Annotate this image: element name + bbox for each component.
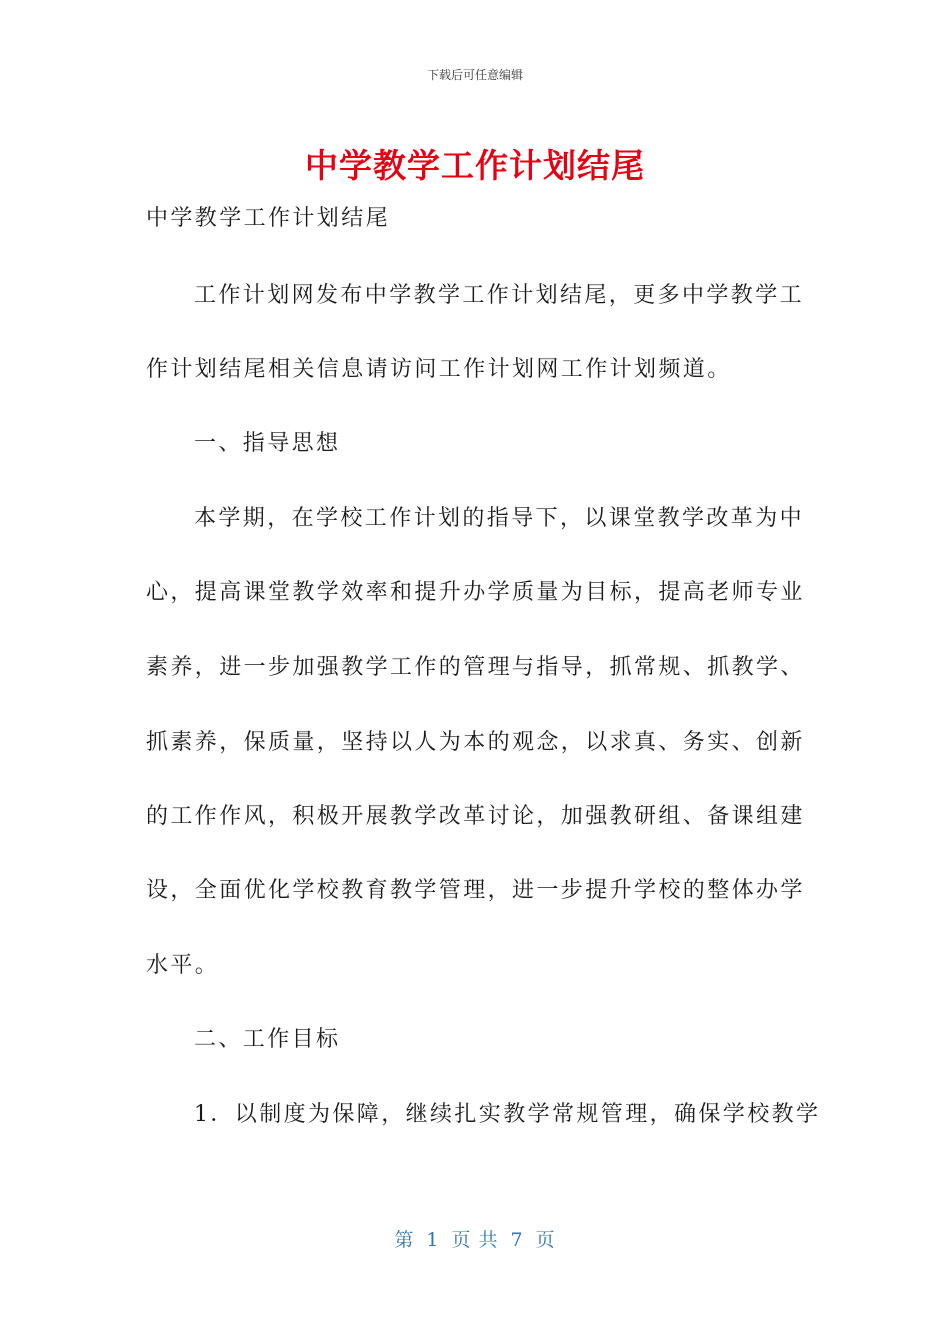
paragraph-line: 的工作作风，积极开展教学改革讨论，加强教研组、备课组建 <box>146 804 805 829</box>
page-prefix: 第 <box>394 1229 415 1251</box>
page-suffix: 页 <box>535 1229 556 1251</box>
header-note: 下载后可任意编辑 <box>426 68 523 82</box>
paragraph-line: 设，全面优化学校教育教学管理，进一步提升学校的整体办学 <box>146 878 805 903</box>
total-pages-number: 7 <box>510 1229 524 1251</box>
paragraph-line: 抓素养，保质量，坚持以人为本的观念，以求真、务实、创新 <box>146 730 805 755</box>
paragraph-line: 作计划结尾相关信息请访问工作计划网工作计划频道。 <box>146 357 732 382</box>
section-heading: 二、工作目标 <box>194 1027 341 1052</box>
paragraph-line: 心，提高课堂教学效率和提升办学质量为目标，提高老师专业 <box>146 580 805 605</box>
paragraph-line: 素养，进一步加强教学工作的管理与指导，抓常规、抓教学、 <box>146 655 805 680</box>
paragraph-line: 工作计划网发布中学教学工作计划结尾，更多中学教学工 <box>194 283 805 308</box>
subtitle-line: 中学教学工作计划结尾 <box>146 206 391 231</box>
paragraph-line: 1．以制度为保障，继续扎实教学常规管理，确保学校教学 <box>194 1102 821 1127</box>
paragraph-line: 本学期，在学校工作计划的指导下，以课堂教学改革为中 <box>194 506 805 531</box>
paragraph-line: 水平。 <box>146 953 220 978</box>
current-page-number: 1 <box>426 1229 440 1251</box>
page-footer <box>0 1225 950 1252</box>
page-mid-text: 页 共 <box>451 1229 499 1251</box>
section-heading: 一、指导思想 <box>194 431 341 456</box>
document-title: 中学教学工作计划结尾 <box>305 146 645 185</box>
